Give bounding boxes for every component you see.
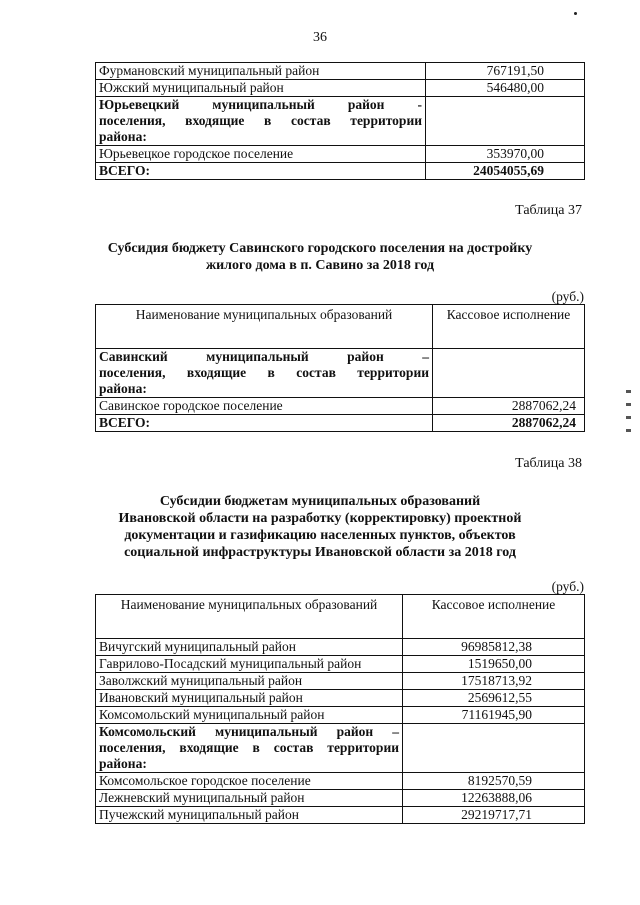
row-name: ВСЕГО:: [96, 415, 433, 432]
header-col-amount: Кассовое исполнение: [433, 305, 585, 349]
row-name: Юрьевецкое городское поселение: [96, 146, 426, 163]
title-line: Субсидии бюджетам муниципальных образований: [159, 494, 481, 509]
table37-label: Таблица 37: [515, 203, 582, 218]
group-name: [96, 724, 403, 773]
group-name-line: поселения, входящие в состав территории: [99, 113, 422, 128]
row-amount: 8192570,59: [403, 773, 585, 790]
table37-unit: (руб.): [551, 289, 584, 304]
row-name: Вичугский муниципальный район: [96, 639, 403, 656]
row-amount: 353970,00: [426, 146, 585, 163]
group-name-line: района:: [99, 756, 147, 771]
table38-unit: (руб.): [551, 579, 584, 594]
scan-mark: [626, 416, 631, 419]
row-amount: [426, 97, 585, 146]
row-name: Гаврилово-Посадский муниципальный район: [96, 656, 403, 673]
title-line: социальной инфраструктуры Ивановской области за 2018 год: [124, 545, 516, 560]
row-amount: 12263888,06: [403, 790, 585, 807]
page-number: 36: [313, 30, 327, 45]
scan-mark: [626, 403, 631, 406]
row-amount: 24054055,69: [426, 163, 585, 180]
row-name: Комсомольское городское поселение: [96, 773, 403, 790]
group-name-line: района:: [99, 381, 147, 396]
title-line: Ивановской области на разработку (корректировку) проектной: [118, 511, 522, 526]
table-row: [96, 707, 585, 724]
group-name-line: поселения, входящие в состав территории: [99, 365, 429, 380]
row-amount: 17518713,92: [403, 673, 585, 690]
row-amount: 71161945,90: [403, 707, 585, 724]
row-amount: [403, 724, 585, 773]
table-row: [96, 80, 585, 97]
group-name-line: Савинский муниципальный район –: [99, 349, 429, 364]
header-col-name: Наименование муниципальных образований: [96, 595, 403, 639]
group-name: [96, 349, 433, 398]
table-row: [96, 790, 585, 807]
row-name: Савинское городское поселение: [96, 398, 433, 415]
row-name: Южский муниципальный район: [96, 80, 426, 97]
row-amount: 2887062,24: [433, 398, 585, 415]
table-row: [96, 807, 585, 824]
scan-mark: [626, 429, 631, 432]
table-row-total: [96, 415, 585, 432]
table-header-row: [96, 595, 585, 639]
row-amount: 1519650,00: [403, 656, 585, 673]
table-row: [96, 724, 585, 773]
row-amount: 2569612,55: [403, 690, 585, 707]
table-header-row: [96, 305, 585, 349]
scan-mark: [626, 390, 631, 393]
row-name: Заволжский муниципальный район: [96, 673, 403, 690]
title-line: Субсидия бюджету Савинского городского поселения на достройку: [107, 241, 533, 256]
row-name: Пучежский муниципальный район: [96, 807, 403, 824]
table-row-total: [96, 163, 585, 180]
row-amount: 2887062,24: [433, 415, 585, 432]
table38: [95, 594, 585, 824]
scan-margin-marks: [624, 380, 634, 490]
title-line: документации и газификацию населенных пунктов, объектов: [124, 528, 516, 543]
row-name: Лежневский муниципальный район: [96, 790, 403, 807]
row-name: Фурмановский муниципальный район: [96, 63, 426, 80]
title-line: жилого дома в п. Савино за 2018 год: [205, 258, 435, 273]
table-row: [96, 656, 585, 673]
table-row: [96, 690, 585, 707]
scan-dot: [574, 12, 577, 15]
row-amount: 767191,50: [426, 63, 585, 80]
table-row: [96, 349, 585, 398]
row-name: Ивановский муниципальный район: [96, 690, 403, 707]
table-row: [96, 398, 585, 415]
table-row: [96, 97, 585, 146]
table38-label: Таблица 38: [515, 456, 582, 471]
table37-title: [80, 240, 560, 274]
header-col-name: Наименование муниципальных образований: [96, 305, 433, 349]
header-col-amount: Кассовое исполнение: [403, 595, 585, 639]
group-name-line: Юрьевецкий муниципальный район -: [99, 97, 422, 112]
table38-title: [80, 493, 560, 561]
row-amount: 96985812,38: [403, 639, 585, 656]
group-name-line: района:: [99, 129, 147, 144]
table-row: [96, 773, 585, 790]
row-amount: 546480,00: [426, 80, 585, 97]
row-name: ВСЕГО:: [96, 163, 426, 180]
group-name-line: Комсомольский муниципальный район –: [99, 724, 399, 739]
table37: [95, 304, 585, 432]
row-amount: [433, 349, 585, 398]
table-row: [96, 63, 585, 80]
table-top-continuation: [95, 62, 585, 180]
row-amount: 29219717,71: [403, 807, 585, 824]
group-name: [96, 97, 426, 146]
table-row: [96, 146, 585, 163]
row-name: Комсомольский муниципальный район: [96, 707, 403, 724]
table-row: [96, 639, 585, 656]
table-row: [96, 673, 585, 690]
group-name-line: поселения, входящие в состав территории: [99, 740, 399, 755]
